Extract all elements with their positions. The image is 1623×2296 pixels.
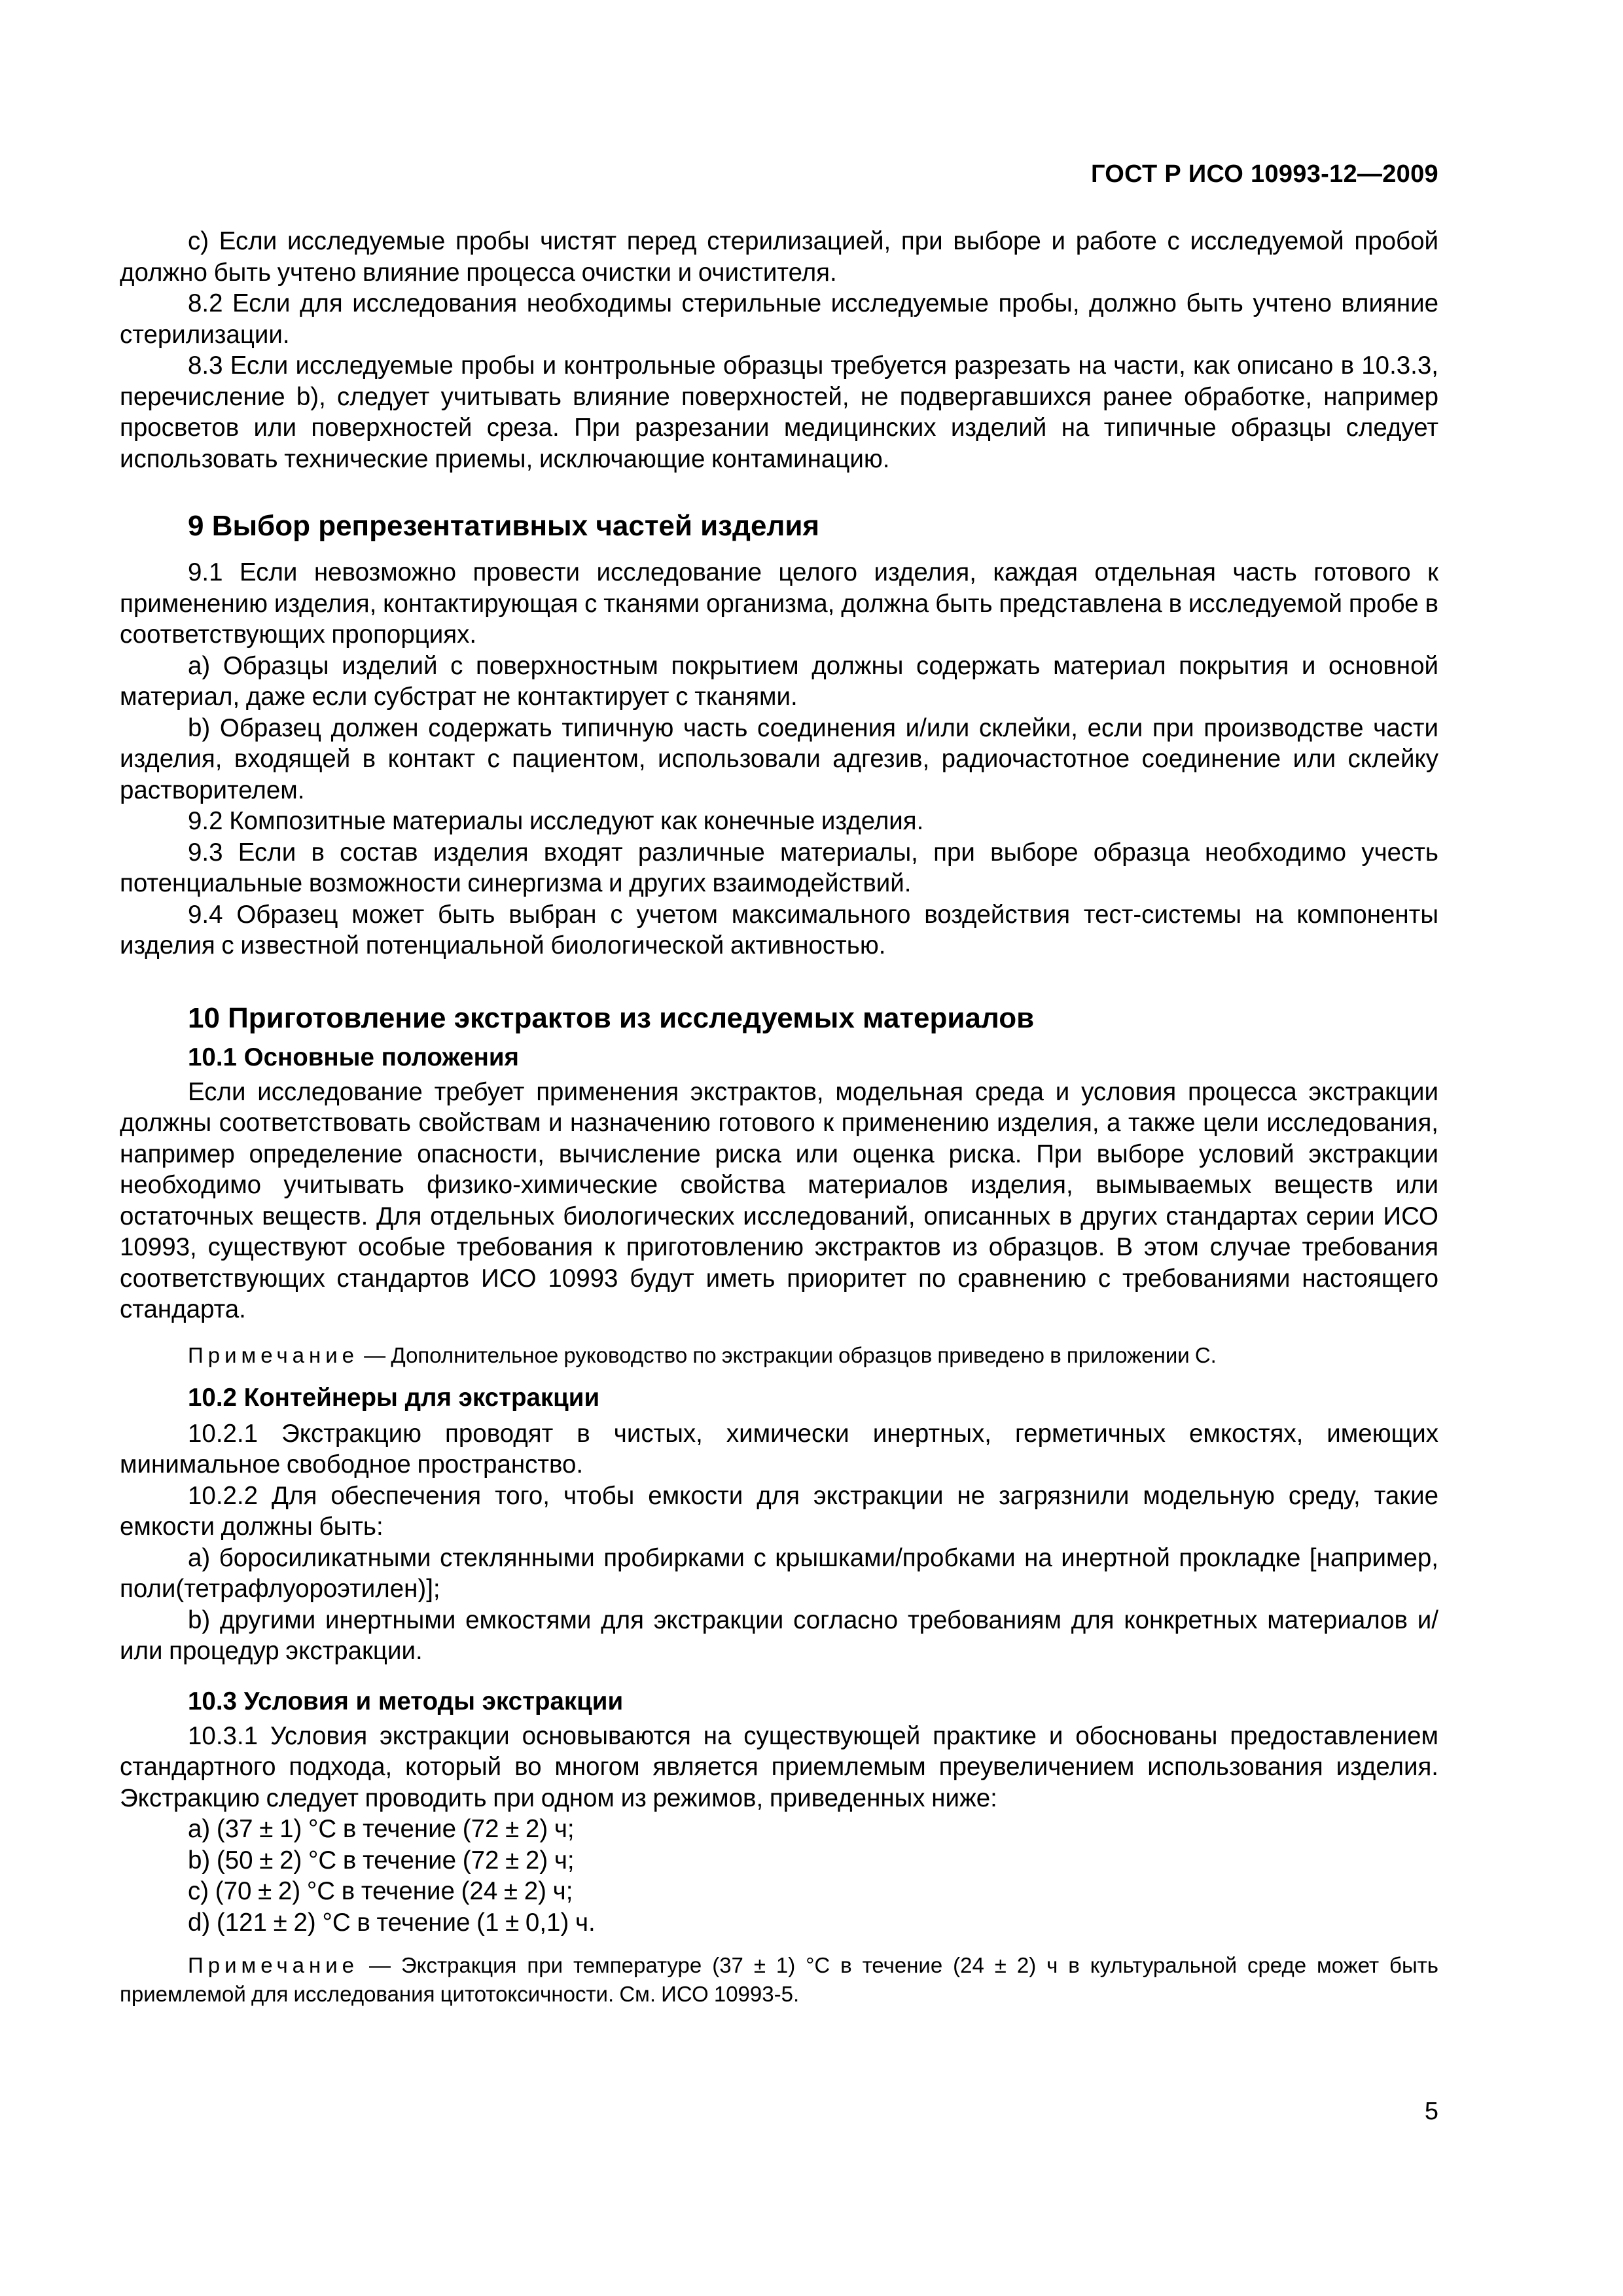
paragraph: c) Если исследуемые пробы чистят перед стерилизацией, при выборе и работе с исследуемой пробой должно быть учтено влияние процесса очистки и очистителя. — [120, 227, 1438, 287]
document-header: ГОСТ Р ИСО 10993-12—2009 — [1090, 160, 1438, 188]
list-item: c) (70 ± 2) °С в течение (24 ± 2) ч; — [188, 1877, 573, 1905]
section-heading-9: 9 Выбор репрезентативных частей изделия — [188, 510, 820, 542]
note-text: — Дополнительное руководство по экстракции образцов приведено в приложении С. — [359, 1342, 1217, 1367]
document-page — [120, 0, 1438, 2296]
note-label: Примечание — [188, 1953, 359, 1977]
paragraph: 9.3 Если в состав изделия входят различные материалы, при выборе образца необходимо учесть потенциальные возможности синергизма и других взаимодействий. — [120, 838, 1438, 897]
paragraph: 10.3.1 Условия экстракции основываются на существующей практике и обоснованы предоставлением стандартного подхода, который во многом является приемлемым преувеличением использования изделия. Экстракцию следует проводить при одном из режимов, приведенных ниже: — [120, 1721, 1438, 1812]
note-label: Примечание — [188, 1342, 359, 1367]
paragraph: 8.3 Если исследуемые пробы и контрольные образцы требуется разрезать на части, как описано в 10.3.3, перечисление b), следует учитывать влияние поверхностей, не подвергавшихся ранее обработке, например просветов или поверхностей среза. При разрезании медицинских изделий на типичные образцы следует использовать технические приемы, исключающие контаминацию. — [120, 351, 1438, 473]
subsection-heading-10-2: 10.2 Контейнеры для экстракции — [188, 1383, 600, 1412]
list-item: b) (50 ± 2) °С в течение (72 ± 2) ч; — [188, 1846, 575, 1874]
subsection-heading-10-1: 10.1 Основные положения — [188, 1043, 520, 1071]
note-text: — Экстракция при температуре (37 ± 1) °С в течение (24 ± 2) ч в культуральной среде может быть приемлемой для исследования цитотоксичности. См. ИСО 10993-5. — [120, 1953, 1438, 2006]
paragraph: b) другими инертными емкостями для экстракции согласно требованиям для конкретных материалов и/или процедур экстракции. — [120, 1605, 1438, 1665]
paragraph: 9.2 Композитные материалы исследуют как конечные изделия. — [188, 807, 924, 835]
note — [120, 1951, 1438, 2009]
paragraph: 10.2.2 Для обеспечения того, чтобы емкости для экстракции не загрязнили модельную среду, такие емкости должны быть: — [120, 1481, 1438, 1541]
paragraph: a) боросиликатными стеклянными пробирками с крышками/пробками на инертной прокладке [например, поли(тетрафлуороэтилен)]; — [120, 1543, 1438, 1603]
paragraph: a) Образцы изделий с поверхностным покрытием должны содержать материал покрытия и основной материал, даже если субстрат не контактирует с тканями. — [120, 651, 1438, 711]
section-heading-10: 10 Приготовление экстрактов из исследуемых материалов — [188, 1001, 1035, 1034]
page-content — [120, 226, 1438, 2009]
list-item: d) (121 ± 2) °С в течение (1 ± 0,1) ч. — [188, 1908, 596, 1937]
note — [120, 1341, 1438, 1370]
list-item: a) (37 ± 1) °С в течение (72 ± 2) ч; — [188, 1815, 575, 1843]
paragraph: 8.2 Если для исследования необходимы стерильные исследуемые пробы, должно быть учтено влияние стерилизации. — [120, 289, 1438, 349]
paragraph: 9.1 Если невозможно провести исследование целого изделия, каждая отдельная часть готового к применению изделия, контактирующая с тканями организма, должна быть представлена в исследуемой пробе в соответствующих пропорциях. — [120, 558, 1438, 649]
paragraph: b) Образец должен содержать типичную часть соединения и/или склейки, если при производстве части изделия, входящей в контакт с пациентом, использовали адгезив, радиочастотное соединение или склейку растворителем. — [120, 713, 1438, 804]
paragraph: Если исследование требует применения экстрактов, модельная среда и условия процесса экстракции должны соответствовать свойствам и назначению готового к применению изделия, а также цели исследования, например определение опасности, вычисление риска или оценка риска. При выборе условий экстракции необходимо учитывать физико-химические свойства материалов изделия, вымываемых веществ или остаточных веществ. Для отдельных биологических исследований, описанных в других стандартах серии ИСО 10993, существуют особые требования к приготовлению экстрактов из образцов. В этом случае требования соответствующих стандартов ИСО 10993 будут иметь приоритет по сравнению с требованиями настоящего стандарта. — [120, 1077, 1438, 1323]
paragraph: 9.4 Образец может быть выбран с учетом максимального воздействия тест-системы на компоненты изделия с известной потенциальной биологической активностью. — [120, 900, 1438, 960]
subsection-heading-10-3: 10.3 Условия и методы экстракции — [188, 1687, 624, 1715]
page-number: 5 — [1424, 2098, 1438, 2125]
paragraph: 10.2.1 Экстракцию проводят в чистых, химически инертных, герметичных емкостях, имеющих минимальное свободное пространство. — [120, 1419, 1438, 1479]
